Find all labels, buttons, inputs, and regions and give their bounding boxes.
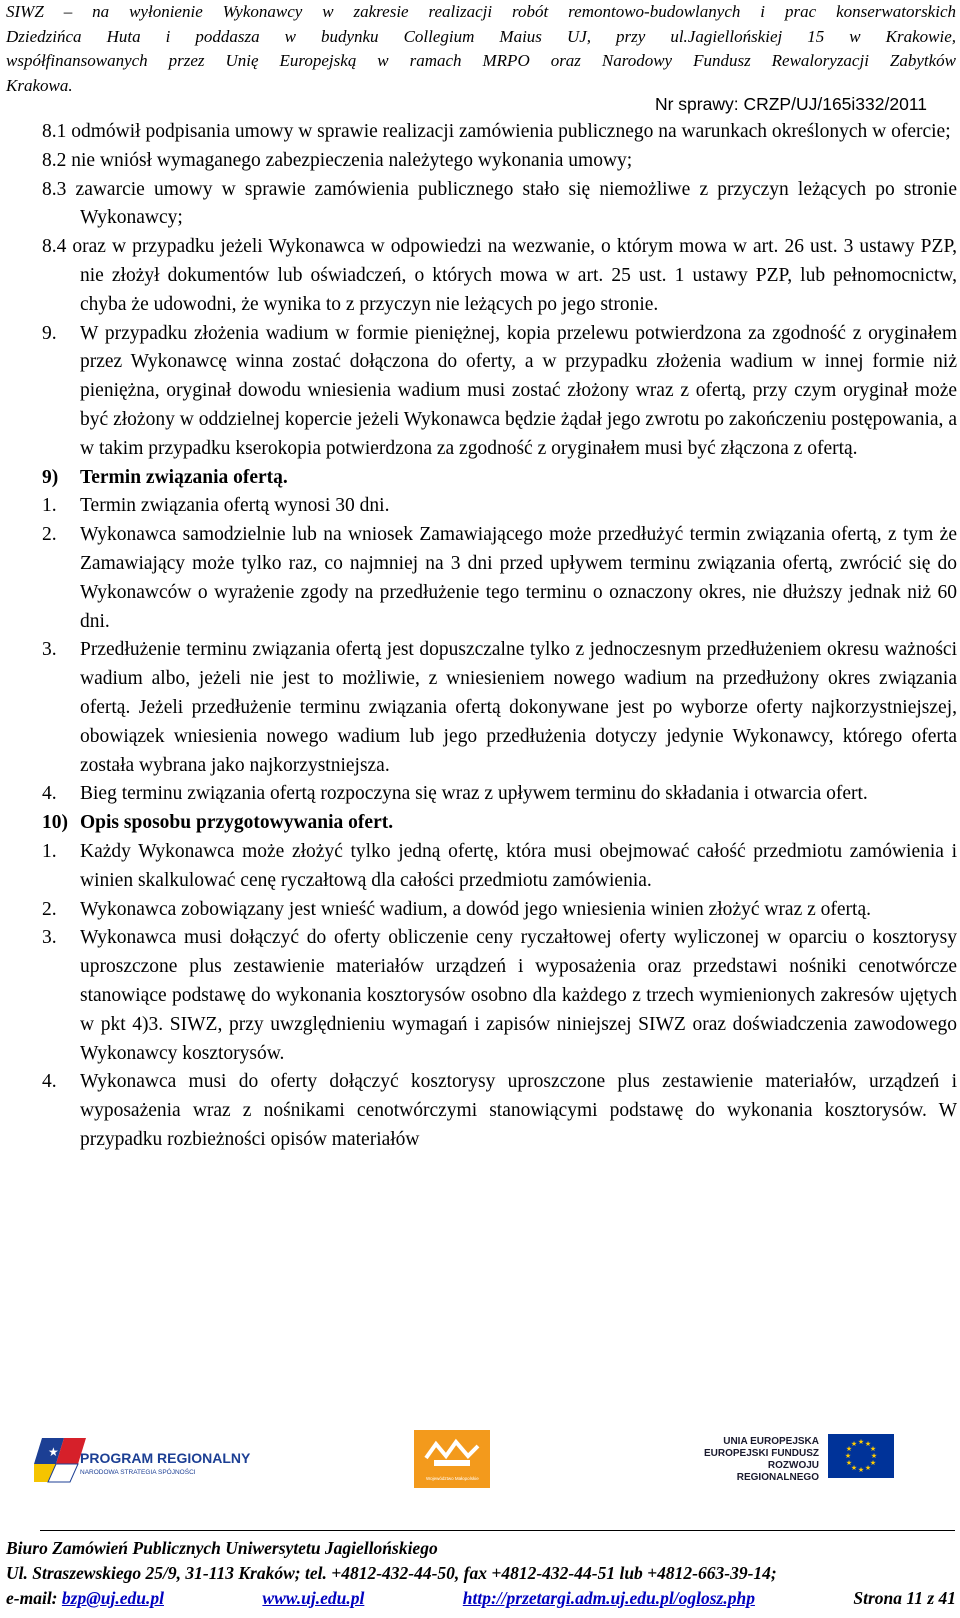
case-number: Nr sprawy: CRZP/UJ/165i332/2011	[654, 94, 927, 114]
footer-office: Biuro Zamówień Publicznych Uniwersytetu Jagiellońskiego	[6, 1538, 438, 1558]
svg-text:★: ★	[864, 1440, 872, 1448]
header-line-1: SIWZ – na wyłonienie Wykonawcy w zakresie realizacji robót remontowo-budowlanych i prac konserwatorskich	[6, 2, 956, 21]
list-item	[42, 521, 957, 636]
list-item-number: 1.	[42, 840, 57, 862]
list-item	[42, 636, 957, 780]
list-item-text: Wykonawca zobowiązany jest wnieść wadium, a dowód jego wniesienia winien złożyć wraz z ofertą.	[80, 898, 871, 920]
footer-email-group	[6, 1586, 164, 1611]
paragraph-8-1: 8.1 odmówił podpisania umowy w sprawie realizacji zamówienia publicznego na warunkach określonych w ofercie;	[42, 121, 951, 142]
list-item-text: Przedłużenie terminu związania ofertą jest dopuszczalne tylko z jednoczesnym przedłużeniem okresu ważności wadium albo, jeżeli nie jest to możliwie, z wniesieniem nowego wadium na przedłużony okres związania ofertą. Jeżeli przedłużenie terminu związania ofertą dokonywane jest po wyborze oferty najkorzystniejszej, obowiązek wniesienia nowego wadium lub jego przedłużenia dotyczy jedynie Wykonawcy, którego oferta została wybrana jako najkorzystniejsza.	[80, 639, 957, 776]
page-number: Strona 11 z 41	[853, 1588, 956, 1608]
funding-logos	[0, 1432, 960, 1502]
svg-text:★: ★	[845, 1459, 853, 1467]
list-item-number: 4.	[42, 1071, 57, 1093]
program-regionalny-sublabel: NARODOWA STRATEGIA SPÓJNOŚCI	[80, 1469, 196, 1476]
paragraph-number: 9.	[42, 322, 57, 344]
section-title: Opis sposobu przygotowywania ofert.	[80, 812, 394, 834]
list-item-number: 2.	[42, 898, 57, 920]
footer-address: Ul. Straszewskiego 25/9, 31-113 Kraków; tel. +4812-432-44-50, fax +4812-432-44-51 lub +4812-663-39-14;	[6, 1563, 777, 1583]
eu-label-2: EUROPEJSKI FUNDUSZ	[703, 1448, 819, 1459]
paragraph-8-3: 8.3 zawarcie umowy w sprawie zamówienia publicznego stało się niemożliwe z przyczyn leżących po stronie Wykonawcy;	[42, 178, 957, 229]
paragraph-8-4: 8.4 oraz w przypadku jeżeli Wykonawca w odpowiedzi na wezwanie, o którym mowa w art. 26 ust. 3 ustawy PZP, nie złożył dokumentów lub oświadczeń, o których mowa w art. 25 ust. 1 ustawy PZP, lub pełnomocnictw, chyba że udowodni, że wynika to z przyczyn nie leżących po jego stronie.	[42, 236, 957, 315]
footer-divider	[40, 1530, 955, 1531]
program-regionalny-label: PROGRAM REGIONALNY	[80, 1450, 251, 1466]
header-line-2: Dziedzińca Huta i poddasza w budynku Collegium Maius UJ, przy ul.Jagiellońskiej 15 w Krakowie,	[6, 26, 956, 46]
paragraph-text: W przypadku złożenia wadium w formie pieniężnej, kopia przelewu potwierdzona za zgodność z oryginałem przez Wykonawcę winna zostać dołączona do oferty, a w przypadku złożenia wadium w innej formie niż pieniężna, oryginał dowodu wniesienia wadium musi zostać złożony wraz z ofertą, przy czym oryginał może być złożony w oddzielnej kopercie jeżeli Wykonawca będzie żądał jego zwrotu po zakończeniu postępowania, a w takim przypadku kserokopia potwierdzona za zgodność z oryginałem musi być złączona z ofertą.	[80, 322, 957, 459]
footer-tender-link[interactable]: http://przetargi.adm.uj.edu.pl/oglosz.php	[462, 1588, 755, 1608]
svg-text:★: ★	[850, 1440, 858, 1448]
document-footer	[6, 1536, 956, 1611]
header-line-3: współfinansowanych przez Unię Europejską w ramach MRPO oraz Narodowy Fundusz Rewaloryzacji Zabytków	[6, 51, 956, 70]
document-body	[42, 118, 957, 1155]
svg-text:★: ★	[850, 1464, 858, 1472]
list-item-text: Wykonawca musi do oferty dołączyć kosztorysy uproszczone plus zestawienie materiałów, urządzeń i wyposażenia wraz z nośnikami cenotwórczymi stanowiącymi podstawę do wykonania kosztorysów. W przypadku rozbieżności opisów materiałów	[80, 1071, 957, 1150]
section-heading-9	[42, 464, 957, 493]
svg-text:★: ★	[869, 1459, 877, 1467]
list-item-text: Każdy Wykonawca może złożyć tylko jedną ofertę, która musi obejmować całość przedmiotu zamówienia i winien skalkulować cenę ryczałtową dla całości przedmiotu zamówienia.	[80, 840, 957, 891]
list-item	[42, 1068, 957, 1154]
list-item-number: 3.	[42, 639, 57, 661]
footer-email-label: e-mail:	[6, 1588, 58, 1608]
section-number: 10)	[42, 812, 68, 834]
eu-labels	[699, 1436, 819, 1484]
svg-text:★: ★	[870, 1452, 878, 1460]
section-title: Termin związania ofertą.	[80, 466, 288, 488]
svg-text:★: ★	[857, 1438, 865, 1446]
list-item-number: 3.	[42, 927, 57, 949]
footer-links-row	[6, 1586, 956, 1611]
section-9-list	[42, 492, 957, 809]
list-item	[42, 838, 957, 896]
svg-text:★: ★	[48, 1445, 59, 1459]
svg-text:★: ★	[845, 1445, 853, 1453]
list-item	[42, 492, 957, 521]
svg-text:★: ★	[857, 1466, 865, 1474]
list-item-text: Termin związania ofertą wynosi 30 dni.	[80, 495, 390, 517]
list-item-number: 4.	[42, 783, 57, 805]
svg-text:★: ★	[844, 1452, 852, 1460]
list-item-number: 2.	[42, 524, 57, 546]
footer-site-link[interactable]: www.uj.edu.pl	[262, 1588, 365, 1608]
document-header	[6, 0, 956, 98]
footer-email-link[interactable]: bzp@uj.edu.pl	[61, 1588, 164, 1608]
malopolska-label: Województwo Małopolskie	[426, 1476, 479, 1481]
section-number: 9)	[42, 466, 59, 488]
eu-label-3: ROZWOJU REGIONALNEGO	[736, 1460, 819, 1483]
list-item-text: Bieg terminu związania ofertą rozpoczyna się wraz z upływem terminu do składania i otwarcia ofert.	[80, 783, 868, 805]
list-item-number: 1.	[42, 495, 57, 517]
list-item-text: Wykonawca musi dołączyć do oferty obliczenie ceny ryczałtowej oferty wyliczonej w oparciu o kosztorysy uproszczone plus zestawienie materiałów urządzeń i wyposażenia oraz przedstawi nośniki cenotwórcze stanowiące podstawę do wykonania kosztorysów osobno dla każdego z trzech wymienionych zakresów ujętych w pkt 4)3. SIWZ, przy uwzględnieniu wymagań i zapisów niniejszej SIWZ oraz doświadczenia zawodowego Wykonawcy kosztorysów.	[80, 927, 957, 1064]
eu-label-1: UNIA EUROPEJSKA	[723, 1436, 819, 1447]
header-line-4: Krakowa.	[6, 75, 73, 95]
paragraph-9	[42, 320, 957, 464]
svg-text:★: ★	[869, 1445, 877, 1453]
section-heading-10	[42, 809, 957, 838]
list-item	[42, 896, 957, 925]
list-item	[42, 924, 957, 1068]
list-item-text: Wykonawca samodzielnie lub na wniosek Zamawiającego może przedłużyć termin związania ofertą, z tym że Zamawiający może tylko raz, co najmniej na 3 dni przed upływem terminu związania ofertą, zwrócić się do Wykonawców o wyrażenie zgody na przedłużenie tego terminu o oznaczony okres, nie dłuższy jednak niż 60 dni.	[80, 524, 957, 632]
section-10-list	[42, 838, 957, 1155]
paragraph-8-2: 8.2 nie wniósł wymaganego zabezpieczenia należytego wykonania umowy;	[42, 149, 633, 171]
svg-text:★: ★	[864, 1464, 872, 1472]
list-item	[42, 780, 957, 809]
eu-flag-icon	[828, 1434, 894, 1478]
